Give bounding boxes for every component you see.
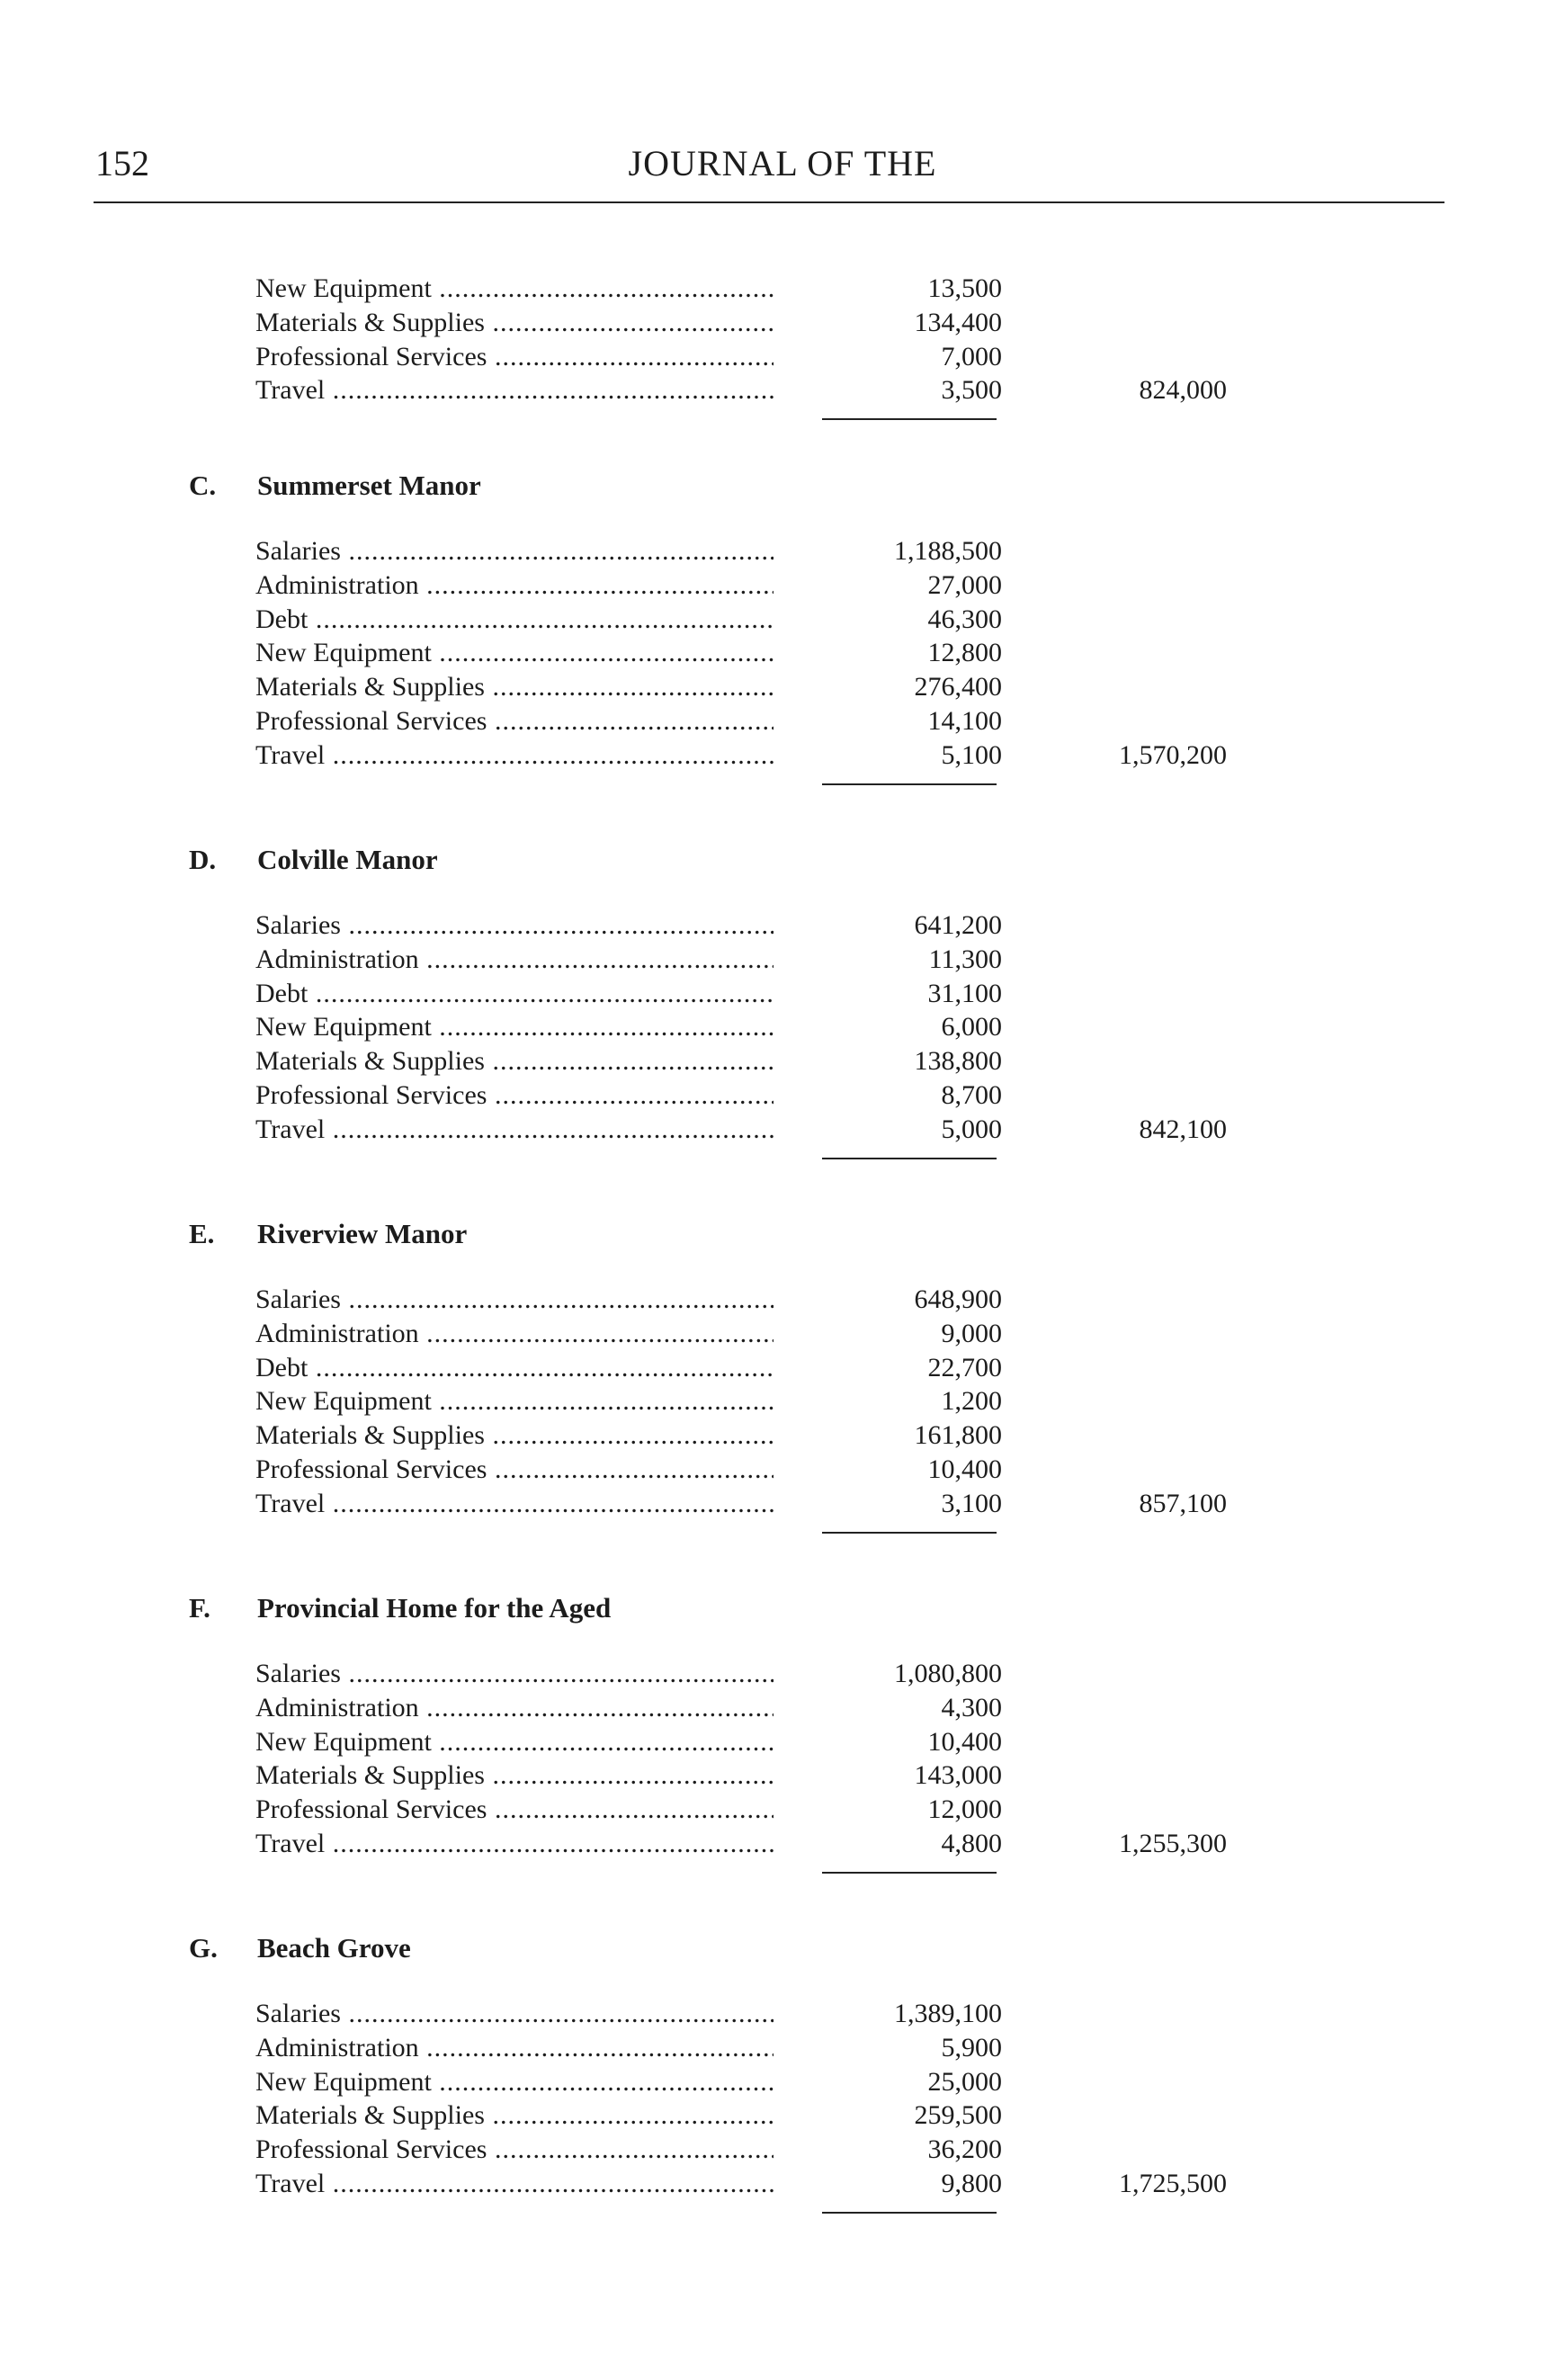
line-item-amount: 9,800 xyxy=(941,2168,1002,2198)
section-total: 842,100 xyxy=(1139,1114,1227,1144)
line-item-amount: 46,300 xyxy=(927,604,1002,634)
section-heading xyxy=(0,844,1565,885)
line-item xyxy=(0,977,1565,1011)
section-title: Riverview Manor xyxy=(257,1218,468,1249)
line-item-label: Materials & Supplies ..... xyxy=(255,306,774,340)
line-item-amount: 1,188,500 xyxy=(894,536,1002,566)
line-item-label: Administration ..... xyxy=(255,568,774,603)
line-item-amount: 25,000 xyxy=(927,2066,1002,2097)
line-item-amount: 3,100 xyxy=(941,1488,1002,1518)
line-item xyxy=(0,603,1565,637)
line-item-amount: 14,100 xyxy=(927,705,1002,736)
line-item-label: Professional Services ..... xyxy=(255,1078,774,1113)
line-item-amount: 641,200 xyxy=(914,910,1002,940)
line-item-amount: 138,800 xyxy=(914,1046,1002,1077)
section-letter: F. xyxy=(189,1592,210,1624)
budget-section xyxy=(0,844,1565,1147)
line-item-label: Salaries ..... xyxy=(255,908,774,943)
line-item xyxy=(0,1487,1565,1521)
section-heading xyxy=(0,1218,1565,1259)
line-item-label: Materials & Supplies ..... xyxy=(255,2098,774,2133)
line-item-label: New Equipment ..... xyxy=(255,636,774,670)
line-item xyxy=(0,373,1565,407)
line-item-label: New Equipment ..... xyxy=(255,1010,774,1044)
line-item-label: Travel ..... xyxy=(255,1827,774,1861)
line-item-amount: 143,000 xyxy=(914,1760,1002,1791)
line-item xyxy=(0,738,1565,773)
line-item-label: Travel ..... xyxy=(255,2167,774,2201)
line-item xyxy=(0,1997,1565,2031)
line-item xyxy=(0,908,1565,943)
line-item-amount: 8,700 xyxy=(941,1079,1002,1110)
line-item-amount: 12,000 xyxy=(927,1794,1002,1825)
subtotal-rule xyxy=(822,1532,997,1534)
line-item-amount: 12,800 xyxy=(927,638,1002,668)
line-item-label: Debt ..... xyxy=(255,1351,774,1385)
line-item-amount: 10,400 xyxy=(927,1454,1002,1484)
line-item xyxy=(0,1793,1565,1827)
section-total: 824,000 xyxy=(1139,375,1227,406)
line-item xyxy=(0,1317,1565,1351)
budget-section xyxy=(0,1592,1565,1861)
line-item-label: New Equipment ..... xyxy=(255,272,774,306)
line-item-label: Salaries ..... xyxy=(255,1657,774,1691)
line-item-label: Travel ..... xyxy=(255,738,774,773)
section-heading xyxy=(0,1592,1565,1633)
line-item xyxy=(0,1657,1565,1691)
line-item xyxy=(0,943,1565,977)
line-item-label: Administration ..... xyxy=(255,1691,774,1725)
line-item-amount: 22,700 xyxy=(927,1352,1002,1382)
line-item-amount: 10,400 xyxy=(927,1726,1002,1757)
line-item-amount: 1,200 xyxy=(941,1386,1002,1417)
line-item-label: Travel ..... xyxy=(255,1113,774,1147)
line-item-amount: 11,300 xyxy=(928,944,1002,974)
section-title: Summerset Manor xyxy=(257,470,481,501)
section-heading xyxy=(0,470,1565,511)
line-item-label: Professional Services ..... xyxy=(255,1793,774,1827)
line-item-label: Debt ..... xyxy=(255,603,774,637)
budget-section xyxy=(0,1218,1565,1521)
line-item xyxy=(0,704,1565,738)
line-item-label: Debt ..... xyxy=(255,977,774,1011)
line-item-label: Salaries ..... xyxy=(255,1283,774,1317)
line-item xyxy=(0,636,1565,670)
line-item-amount: 36,200 xyxy=(927,2134,1002,2165)
line-items xyxy=(0,908,1565,1147)
line-item-amount: 1,389,100 xyxy=(894,1999,1002,2028)
line-item-label: New Equipment ..... xyxy=(255,1384,774,1418)
running-head: JOURNAL OF THE xyxy=(628,143,937,183)
line-item xyxy=(0,1283,1565,1317)
line-item xyxy=(0,1691,1565,1725)
line-item-amount: 27,000 xyxy=(927,569,1002,600)
line-item xyxy=(0,2031,1565,2065)
line-item-label: Travel ..... xyxy=(255,373,774,407)
line-item-amount: 648,900 xyxy=(914,1284,1002,1314)
line-item xyxy=(0,568,1565,603)
line-item-label: Materials & Supplies ..... xyxy=(255,670,774,704)
line-item-label: Professional Services ..... xyxy=(255,1453,774,1487)
line-item xyxy=(0,1418,1565,1453)
line-item-amount: 6,000 xyxy=(941,1012,1002,1042)
subtotal-rule xyxy=(822,1872,997,1874)
line-item-label: Professional Services ..... xyxy=(255,704,774,738)
line-item-label: Materials & Supplies ..... xyxy=(255,1044,774,1078)
section-heading xyxy=(0,1932,1565,1973)
section-letter: G. xyxy=(189,1932,218,1964)
line-item-amount: 4,300 xyxy=(941,1692,1002,1722)
line-item xyxy=(0,670,1565,704)
budget-section xyxy=(0,1932,1565,2201)
line-item-label: New Equipment ..... xyxy=(255,2065,774,2099)
section-title: Beach Grove xyxy=(257,1932,411,1964)
line-item xyxy=(0,1827,1565,1861)
line-item-amount: 7,000 xyxy=(941,341,1002,371)
line-item xyxy=(0,340,1565,374)
line-items xyxy=(0,1657,1565,1861)
line-item xyxy=(0,2167,1565,2201)
line-items xyxy=(0,1997,1565,2201)
section-title: Provincial Home for the Aged xyxy=(257,1592,612,1624)
line-item xyxy=(0,1113,1565,1147)
line-item-amount: 4,800 xyxy=(941,1828,1002,1858)
line-item xyxy=(0,1453,1565,1487)
line-item-label: New Equipment ..... xyxy=(255,1725,774,1759)
section-letter: D. xyxy=(189,844,217,875)
line-item-label: Salaries ..... xyxy=(255,534,774,568)
section-total: 857,100 xyxy=(1139,1488,1227,1518)
line-item xyxy=(0,1044,1565,1078)
line-item xyxy=(0,1010,1565,1044)
budget-section xyxy=(0,470,1565,773)
line-item-amount: 259,500 xyxy=(914,2100,1002,2131)
subtotal-rule xyxy=(822,783,997,785)
subtotal-rule xyxy=(822,418,997,420)
line-item-amount: 5,000 xyxy=(941,1114,1002,1144)
line-item-label: Administration ..... xyxy=(255,2031,774,2065)
line-item xyxy=(0,1384,1565,1418)
subtotal-rule xyxy=(822,2212,997,2214)
line-item-amount: 134,400 xyxy=(914,307,1002,337)
line-item xyxy=(0,1725,1565,1759)
section-letter: E. xyxy=(189,1218,215,1249)
section-title: Colville Manor xyxy=(257,844,438,875)
line-item xyxy=(0,272,1565,306)
line-item xyxy=(0,1758,1565,1793)
line-items xyxy=(0,272,1565,407)
line-item-label: Travel ..... xyxy=(255,1487,774,1521)
section-letter: C. xyxy=(189,470,217,501)
line-item-label: Administration ..... xyxy=(255,943,774,977)
section-total: 1,255,300 xyxy=(1119,1828,1227,1858)
line-items xyxy=(0,534,1565,773)
line-item xyxy=(0,306,1565,340)
subtotal-rule xyxy=(822,1158,997,1159)
line-item-amount: 3,500 xyxy=(941,375,1002,406)
line-item xyxy=(0,1351,1565,1385)
line-item xyxy=(0,534,1565,568)
section-total: 1,725,500 xyxy=(1119,2168,1227,2198)
line-item-amount: 13,500 xyxy=(927,273,1002,303)
line-item xyxy=(0,1078,1565,1113)
line-item xyxy=(0,2133,1565,2167)
budget-section xyxy=(0,272,1565,407)
line-item-amount: 9,000 xyxy=(941,1318,1002,1348)
line-item-label: Professional Services ..... xyxy=(255,2133,774,2167)
line-item-amount: 31,100 xyxy=(927,978,1002,1008)
line-item-amount: 161,800 xyxy=(914,1420,1002,1451)
header-rule xyxy=(94,201,1444,203)
page-number: 152 xyxy=(95,143,149,183)
line-item-amount: 1,080,800 xyxy=(894,1659,1002,1688)
section-total: 1,570,200 xyxy=(1119,739,1227,770)
line-item-label: Administration ..... xyxy=(255,1317,774,1351)
line-item-label: Professional Services ..... xyxy=(255,340,774,374)
line-item-amount: 5,900 xyxy=(941,2032,1002,2062)
line-item-amount: 5,100 xyxy=(941,739,1002,770)
line-item xyxy=(0,2098,1565,2133)
line-item-amount: 276,400 xyxy=(914,672,1002,702)
line-item-label: Materials & Supplies ..... xyxy=(255,1758,774,1793)
line-items xyxy=(0,1283,1565,1521)
line-item xyxy=(0,2065,1565,2099)
line-item-label: Materials & Supplies ..... xyxy=(255,1418,774,1453)
line-item-label: Salaries ..... xyxy=(255,1997,774,2031)
